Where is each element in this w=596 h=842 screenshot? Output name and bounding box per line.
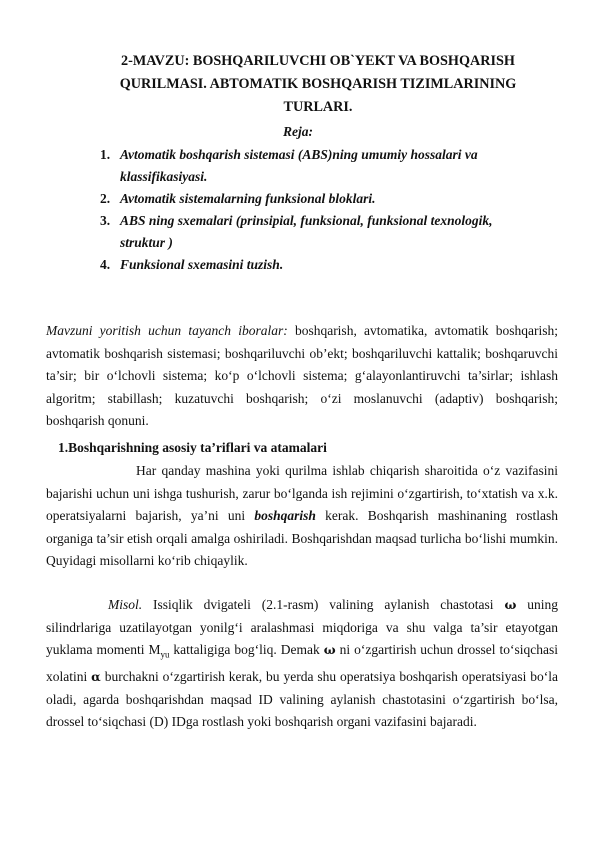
plan-item-text-cont: struktur )	[120, 235, 173, 250]
plan-item	[100, 188, 560, 210]
plan-item-text: Avtomatik boshqarish sistemasi (ABS)ning umumiy hossalari va	[120, 147, 478, 162]
keywords-text: boshqarish, avtomatika, avtomatik boshqarish; avtomatik boshqarish sistemasi; boshqariluvchi ob’ekt; boshqariluvchi kattalik; boshqaruvchi ta’sir; bir o‘lchovli sistema; ko‘p o‘lchovli sistema; g‘alayonlantiruvchi ta’sirlar; ishlash algoritm; stabillash; kuzatuvchi boshqarish; o‘zi moslanuvchi (adaptiv) boshqarish; boshqarish qonuni.	[46, 323, 558, 428]
paragraph-text: Har qanday mashina yoki qurilma ishlab chiqarish sharoitida o‘z vazifasini bajarishi uchun uni ishga tushurish, zarur bo‘lganda ish rejimini o‘zgartirish, to‘xtatish va x.k. operatsiyalarni bajarish, ya’ni uni	[46, 463, 558, 523]
alpha-symbol: α	[91, 669, 101, 685]
plan-item	[100, 254, 560, 276]
emphasis-term: boshqarish	[254, 508, 316, 523]
keywords-label: Mavzuni yoritish uchun tayanch iboralar:	[46, 323, 288, 338]
plan-item-text: Funksional sxemasini tuzish.	[120, 257, 284, 272]
keywords-paragraph	[46, 320, 558, 433]
paragraph-text: ni o‘zgartirish uchun drossel to‘siqchasi xolatini	[46, 642, 558, 685]
omega-symbol: ω	[504, 597, 517, 612]
plan-item-number: 2.	[100, 191, 111, 206]
plan-list	[100, 144, 560, 276]
paragraph-text: Issiqlik dvigateli (2.1-rasm) valining aylanish chastotasi	[142, 597, 505, 612]
paragraph-text: kerak. Boshqarish mashinaning rostlash organiga ta’sir etish orqali amalga oshiriladi. Boshqarishdan maqsad turlicha bo‘lishi mumkin. Quyidagi misollarni ko‘rib chiqaylik.	[46, 508, 558, 568]
omega-symbol: ω	[323, 642, 336, 657]
section-heading: 1.Boshqarishning asosiy ta’riflari va atamalari	[58, 440, 327, 455]
paragraph-intro	[46, 460, 558, 573]
plan-item-number: 1.	[100, 147, 111, 162]
plan-item-text: Avtomatik sistemalarning funksional bloklari.	[120, 191, 376, 206]
title-line-2: QURILMASI. ABTOMATIK BOSHQARISH TIZIMLARINING	[119, 76, 517, 92]
paragraph-text: burchakni o‘zgartirish kerak, bu yerda shu operatsiya boshqarish operatsiyasi bo‘la oladi, agarda boshqarishdan maqsad ID valining aylanish chastotasini o‘zgartirish bo‘lsa, drossel to‘siqchasi (D) IDga rostlash yoki boshqarish organi vazifasini bajaradi.	[46, 669, 558, 730]
paragraph-text: uning silindrlariga uzatilayotgan yonilg‘i aralashmasi miqdoriga va shu valga ta’sir etayotgan yuklama momenti M	[46, 597, 558, 657]
title-line-1: 2-MAVZU: BOSHQARILUVCHI OB`YEKT VA BOSHQARISH	[121, 53, 515, 69]
paragraph-text: kattaligiga bog‘liq. Demak	[169, 642, 324, 657]
title-line-3: TURLARI.	[283, 99, 353, 115]
plan-item	[100, 144, 560, 188]
plan-label: Reja:	[283, 124, 313, 139]
plan-item-number: 4.	[100, 257, 111, 272]
page-title	[80, 50, 556, 119]
plan-item-text-cont: klassifikasiyasi.	[120, 169, 208, 184]
paragraph-example	[46, 594, 558, 734]
plan-item	[100, 210, 560, 254]
plan-item-text: ABS ning sxemalari (prinsipial, funksional, funksional texnologik,	[120, 213, 493, 228]
example-label: Misol.	[108, 597, 143, 612]
plan-item-number: 3.	[100, 213, 111, 228]
subscript-yu: yu	[160, 649, 170, 660]
